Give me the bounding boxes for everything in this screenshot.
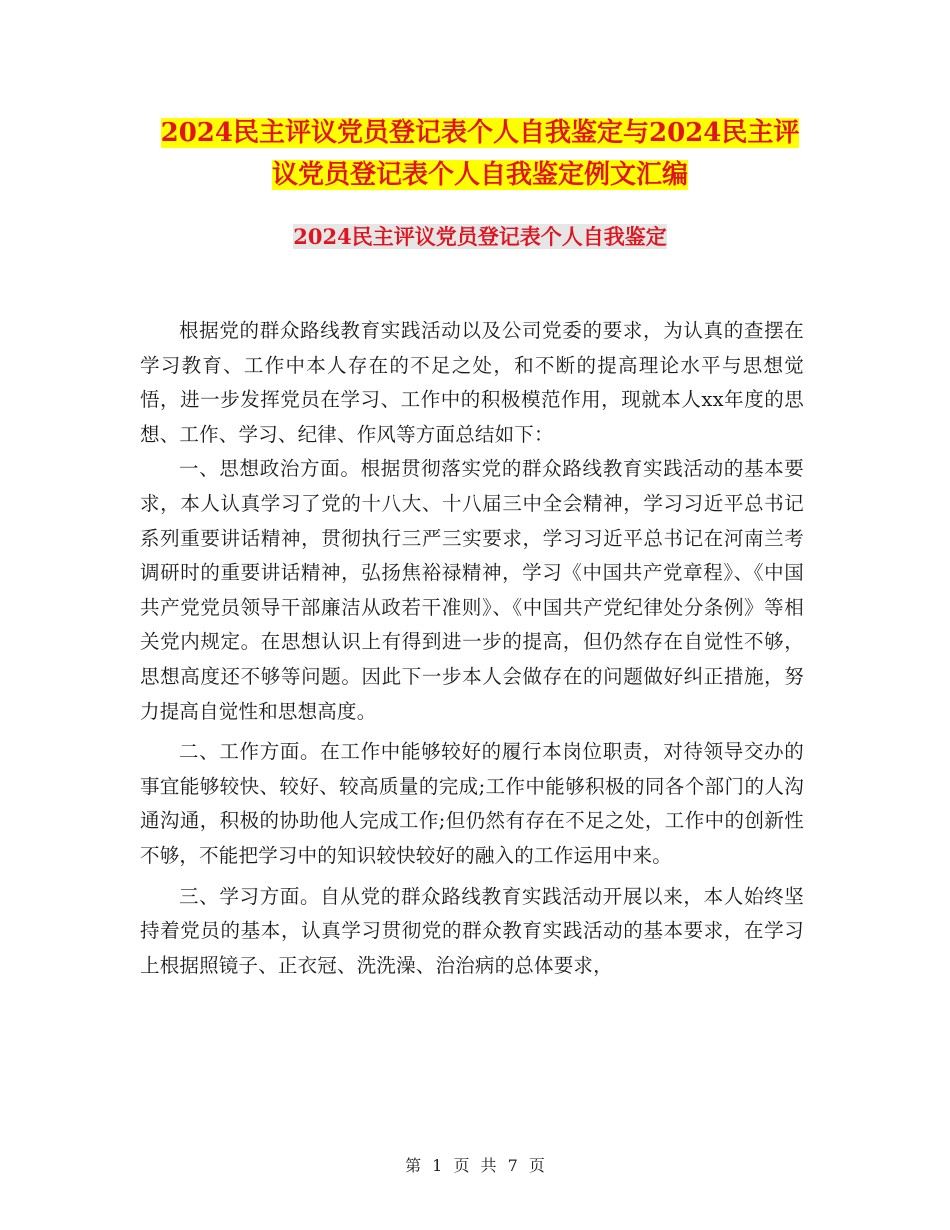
- document-title-line-1: 2024民主评议党员登记表个人自我鉴定与2024民主评: [160, 118, 800, 148]
- paragraph-intro: 根据党的群众路线教育实践活动以及公司党委的要求，为认真的查摆在学习教育、工作中本人存在的不足之处，和不断的提高理论水平与思想觉悟，进一步发挥党员在学习、工作中的积极模范作用，现就本人xx年度的思想、工作、学习、纪律、作风等方面总结如下：: [140, 319, 804, 446]
- document-title-line-2: 议党员登记表个人自我鉴定例文汇编: [271, 160, 688, 190]
- paragraph-study: 三、学习方面。自从党的群众路线教育实践活动开展以来，本人始终坚持着党员的基本，认真学习贯彻党的群众教育实践活动的基本要求，在学习上根据照镜子、正衣冠、洗洗澡、治治病的总体要求，: [140, 884, 804, 977]
- section-title-text: 2024民主评议党员登记表个人自我鉴定: [293, 224, 667, 249]
- paragraph-political: 一、思想政治方面。根据贯彻落实党的群众路线教育实践活动的基本要求，本人认真学习了党的十八大、十八届三中全会精神，学习习近平总书记系列重要讲话精神，贯彻执行三严三实要求，学习习近平总书记在河南兰考调研时的重要讲话精神，弘扬焦裕禄精神，学习《中国共产党章程》、《中国共产党党员领导干部廉洁从政若干准则》、《中国共产党纪律处分条例》等相关党内规定。在思想认识上有得到进一步的提高，但仍然存在自觉性不够，思想高度还不够等问题。因此下一步本人会做存在的问题做好纠正措施，努力提高自觉性和思想高度。: [140, 457, 804, 723]
- section-title: [140, 222, 820, 252]
- paragraph-work: 二、工作方面。在工作中能够较好的履行本岗位职责，对待领导交办的事宜能够较快、较好、较高质量的完成;工作中能够积极的同各个部门的人沟通沟通，积极的协助他人完成工作;但仍然有存在不足之处，工作中的创新性不够，不能把学习中的知识较快较好的融入的工作运用中来。: [140, 740, 804, 867]
- document-title: [140, 112, 820, 196]
- document-body: [140, 314, 804, 983]
- page-footer: 第 1 页 共 7 页: [405, 1156, 545, 1175]
